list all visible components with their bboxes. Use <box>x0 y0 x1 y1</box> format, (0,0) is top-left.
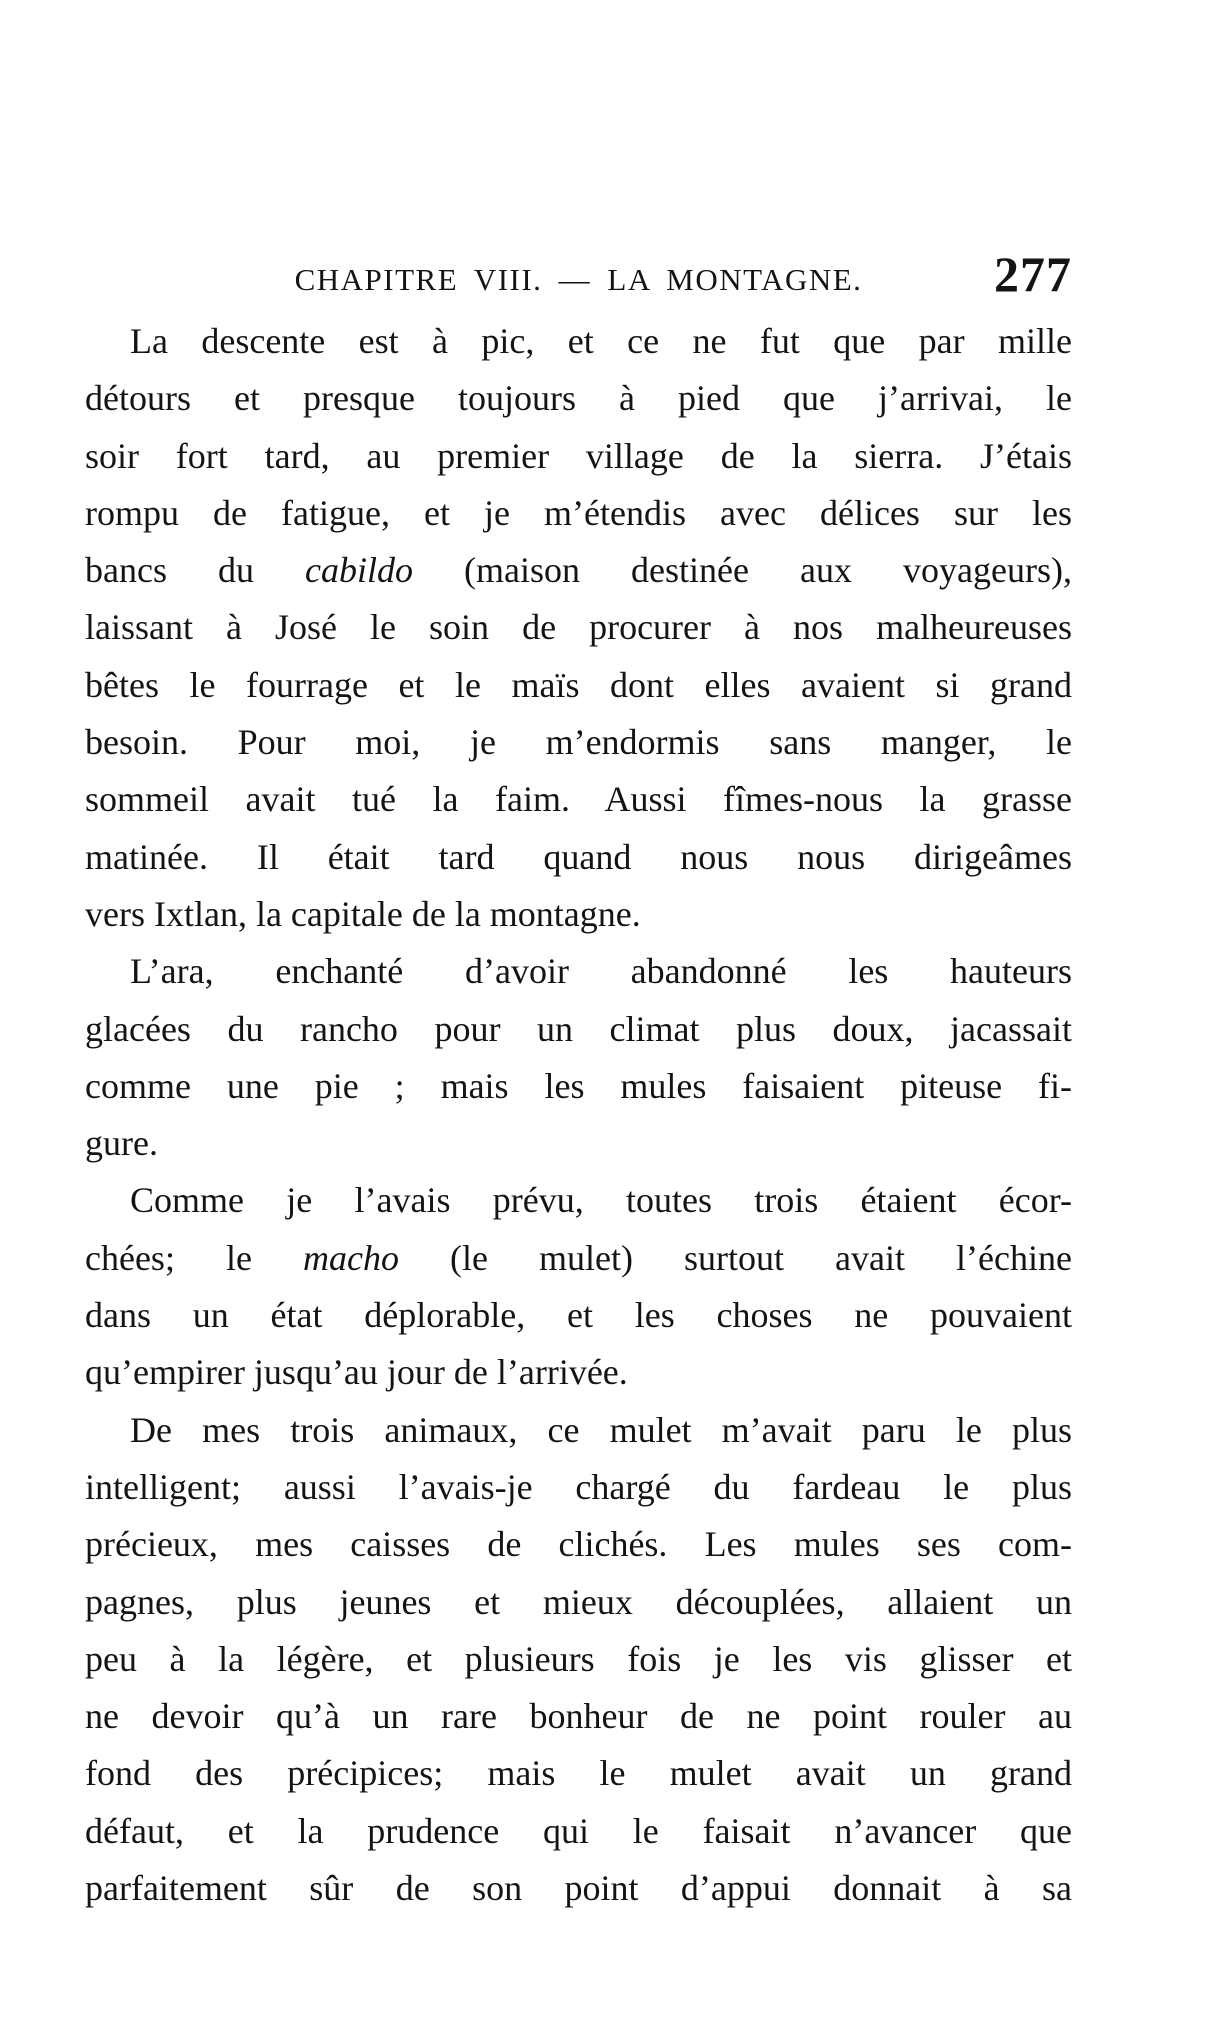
text-line <box>85 886 1072 943</box>
text-column <box>85 0 1072 2039</box>
text-segment: dans un état déplorable, et les choses ne pouvaient <box>85 1295 1072 1336</box>
text-line <box>85 771 1072 828</box>
text-segment: comme une pie ; mais les mules faisaient piteuse fi- <box>85 1065 1072 1106</box>
italic-term: macho <box>303 1237 399 1278</box>
text-line <box>85 1631 1072 1688</box>
text-line <box>85 1115 1072 1172</box>
text-line <box>85 428 1072 485</box>
text-segment: qu’empirer jusqu’au jour de l’arrivée. <box>85 1352 628 1393</box>
text-segment: précieux, mes caisses de clichés. Les mules ses com- <box>85 1524 1072 1565</box>
text-segment: pagnes, plus jeunes et mieux découplées, allaient un <box>85 1581 1072 1622</box>
text-line <box>85 1803 1072 1860</box>
text-segment: soir fort tard, au premier village de la sierra. J’étais <box>85 435 1072 476</box>
text-segment: matinée. Il était tard quand nous nous dirigeâmes <box>85 836 1072 877</box>
text-line <box>85 370 1072 427</box>
text-segment: sommeil avait tué la faim. Aussi fîmes-nous la grasse <box>85 779 1072 820</box>
text-line <box>85 1344 1072 1401</box>
text-line <box>85 599 1072 656</box>
text-segment: laissant à José le soin de procurer à nos malheureuses <box>85 607 1072 648</box>
text-segment: La descente est à pic, et ce ne fut que par mille <box>130 321 1072 361</box>
text-segment: ne devoir qu’à un rare bonheur de ne point rouler au <box>85 1696 1072 1737</box>
text-segment: fond des précipices; mais le mulet avait un grand <box>85 1753 1072 1794</box>
text-segment: bancs du <box>85 550 306 591</box>
text-line <box>85 714 1072 771</box>
text-segment: bêtes le fourrage et le maïs dont elles avaient si grand <box>85 664 1072 705</box>
text-segment: intelligent; aussi l’avais-je chargé du fardeau le plus <box>85 1466 1072 1507</box>
text-line <box>85 1745 1072 1802</box>
text-line <box>85 485 1072 542</box>
text-line <box>85 1688 1072 1745</box>
page-body-text <box>85 313 1072 1917</box>
running-header-chapter-title: CHAPITRE VIII. — LA MONTAGNE. <box>294 262 863 297</box>
text-line <box>85 1516 1072 1573</box>
text-segment: glacées du rancho pour un climat plus doux, jacassait <box>85 1008 1072 1049</box>
text-segment: défaut, et la prudence qui le faisait n’avancer que <box>85 1810 1072 1851</box>
text-segment: chées; le <box>85 1237 303 1278</box>
text-segment: (maison destinée aux voyageurs), <box>413 550 1072 591</box>
text-line <box>85 1230 1072 1287</box>
text-segment: rompu de fatigue, et je m’étendis avec délices sur les <box>85 492 1072 533</box>
text-segment: peu à la légère, et plusieurs fois je les vis glisser et <box>85 1638 1072 1679</box>
page-number: 277 <box>994 246 1072 302</box>
italic-term: cabildo <box>305 550 414 591</box>
text-line <box>85 1574 1072 1631</box>
text-segment: L’ara, enchanté d’avoir abandonné les hauteurs <box>130 951 1072 992</box>
text-line <box>85 1172 1072 1229</box>
text-line <box>85 1402 1072 1459</box>
text-line <box>85 1459 1072 1516</box>
text-segment: besoin. Pour moi, je m’endormis sans manger, le <box>85 722 1072 763</box>
text-line <box>85 657 1072 714</box>
text-segment: De mes trois animaux, ce mulet m’avait paru le plus <box>130 1409 1072 1450</box>
text-segment: Comme je l’avais prévu, toutes trois étaient écor- <box>130 1180 1072 1221</box>
text-line <box>85 943 1072 1000</box>
text-line <box>85 313 1072 370</box>
text-segment: vers Ixtlan, la capitale de la montagne. <box>85 893 641 934</box>
text-segment: gure. <box>85 1123 158 1164</box>
text-line <box>85 1287 1072 1344</box>
text-segment: détours et presque toujours à pied que j’arrivai, le <box>85 378 1072 419</box>
text-segment: (le mulet) surtout avait l’échine <box>398 1237 1072 1278</box>
text-line <box>85 1058 1072 1115</box>
text-line <box>85 1860 1072 1917</box>
text-line <box>85 829 1072 886</box>
text-line <box>85 1001 1072 1058</box>
text-line <box>85 542 1072 599</box>
text-segment: parfaitement sûr de son point d’appui donnait à sa <box>85 1868 1072 1909</box>
